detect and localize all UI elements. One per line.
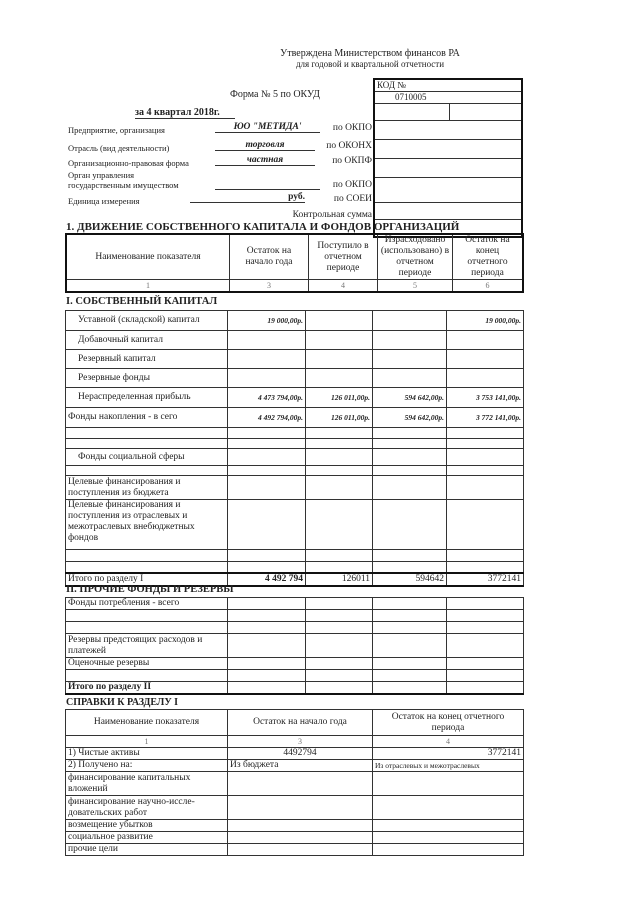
field-value: руб. [190, 192, 305, 203]
row-name: 2) Получено на: [66, 760, 228, 772]
row-name: Фонды потребления - всего [66, 598, 228, 610]
capital-table [65, 310, 524, 587]
cell: 126 011,00р. [306, 388, 373, 408]
okpo-code-cell[interactable] [374, 121, 522, 140]
section1-title: 1. ДВИЖЕНИЕ СОБСТВЕННОГО КАПИТАЛА И ФОНДОВ ОРГАНИЗАЦИЙ [66, 221, 460, 233]
table-row [66, 388, 524, 408]
report-period: за 4 квартал 2018г. [135, 107, 235, 119]
cell [306, 311, 373, 331]
row-name: возмещение убытков [66, 820, 228, 832]
field-code: по ОКПФ [332, 156, 372, 166]
cell: 3 753 141,00р. [447, 388, 524, 408]
cell: 4 473 794,00р. [228, 388, 306, 408]
row-name: Целевые финансирования и поступления из бюджета [66, 476, 228, 500]
row-name: Фонды накопления - в сего [66, 408, 228, 428]
cell: 594 642,00р. [373, 388, 447, 408]
table-row [66, 476, 524, 500]
cell: 3772141 [447, 573, 524, 586]
col-header: Наименование показателя [66, 234, 230, 280]
code-box [373, 78, 523, 238]
table-row [66, 311, 524, 331]
cell: 594 642,00р. [373, 408, 447, 428]
col-number: 4 [309, 280, 378, 293]
col-header: Остаток на начало года [228, 710, 373, 736]
okud-code: 0710005 [374, 92, 522, 104]
cell: 4492794 [228, 748, 373, 760]
table-row [66, 748, 524, 760]
table-row [66, 369, 524, 388]
col-header: Остаток на конец отчетного периода [373, 710, 524, 736]
field-label: Единица измерения [68, 196, 140, 206]
row-name: Уставной (складской) капитал [66, 311, 228, 331]
cell: Из отраслевых и межотраслевых [373, 760, 524, 772]
table-row [66, 598, 524, 610]
field-label: Предприятие, организация [68, 125, 165, 135]
table-row [66, 634, 524, 658]
table-row [66, 500, 524, 550]
approval-note [260, 48, 480, 69]
cell: 19 000,00р. [228, 311, 306, 331]
col-number: 1 [66, 736, 228, 748]
col-number: 1 [66, 280, 230, 293]
col-header: Поступило в отчетном периоде [309, 234, 378, 280]
col-header: Остаток на конец отчетного периода [453, 234, 524, 280]
row-name: Нераспределенная прибыль [66, 388, 228, 408]
row-name: Резервы предстоящих расходов и платежей [66, 634, 228, 658]
section1-header-table [65, 233, 524, 293]
table-row [66, 449, 524, 466]
table-row [66, 408, 524, 428]
col-number: 3 [228, 736, 373, 748]
okonh-code-cell[interactable] [374, 140, 522, 159]
form-title: Форма № 5 по ОКУД [230, 89, 320, 100]
row-name: Итого по разделу I [66, 573, 228, 586]
code-label: КОД № [374, 79, 522, 92]
cell: 4 492 794 [228, 573, 306, 586]
control-sum-label: Контрольная сумма [292, 210, 372, 220]
table-row [66, 772, 524, 796]
row-name: прочие цели [66, 844, 228, 856]
cell: 594642 [373, 573, 447, 586]
table-row [66, 760, 524, 772]
soei-code-cell[interactable] [374, 203, 522, 220]
row-name: 1) Чистые активы [66, 748, 228, 760]
col-number: 5 [378, 280, 453, 293]
table-row [66, 796, 524, 820]
cell [373, 311, 447, 331]
cell: 126 011,00р. [306, 408, 373, 428]
capital-title: I. СОБСТВЕННЫЙ КАПИТАЛ [66, 296, 218, 307]
field-code: по ОКПО [332, 123, 372, 133]
table-row [66, 658, 524, 670]
cell: Из бюджета [228, 760, 373, 772]
row-name: Добавочный капитал [66, 331, 228, 350]
field-label: Орган управления государственным имуществом [68, 170, 179, 190]
cell: 4 492 794,00р. [228, 408, 306, 428]
okpf-code-cell[interactable] [374, 159, 522, 178]
col-number: 4 [373, 736, 524, 748]
table-row [66, 832, 524, 844]
col-number: 6 [453, 280, 524, 293]
row-name: Целевые финансирования и поступления из отраслевых и межотраслевых внебюджетных фондов [66, 500, 228, 550]
cell: 126011 [306, 573, 373, 586]
table-row [66, 350, 524, 369]
cell: 3772141 [373, 748, 524, 760]
row-name: Итого по разделу II [66, 682, 228, 695]
col-number: 3 [230, 280, 309, 293]
col-header: Остаток на начало года [230, 234, 309, 280]
cell: 3 772 141,00р. [447, 408, 524, 428]
table-row [66, 844, 524, 856]
okpo2-code-cell[interactable] [374, 178, 522, 203]
field-value: торговля [215, 140, 315, 151]
row-name: финансирование научно-иссле-довательских работ [66, 796, 228, 820]
col-header: Израсходовано (использовано) в отчетном периоде [378, 234, 453, 280]
col-header: Наименование показателя [66, 710, 228, 736]
refs-table [65, 709, 524, 856]
field-code: по СОЕИ [333, 194, 372, 204]
total-row [66, 682, 524, 695]
table-row [66, 820, 524, 832]
section2-title: II. ПРОЧИЕ ФОНДЫ И РЕЗЕРВЫ [66, 584, 234, 595]
field-code: по ОКОНХ [326, 141, 372, 151]
row-name: Оценочные резервы [66, 658, 228, 670]
table-row [66, 331, 524, 350]
row-name: социальное развитие [66, 832, 228, 844]
field-value: ЮО "МЕТИДА' [215, 122, 320, 133]
row-name: Резервный капитал [66, 350, 228, 369]
row-name: Резервные фонды [66, 369, 228, 388]
row-name: финансирование капитальных вложений [66, 772, 228, 796]
field-value [215, 179, 320, 190]
refs-title: СПРАВКИ К РАЗДЕЛУ I [66, 697, 179, 708]
row-name: Фонды социальной сферы [66, 449, 228, 466]
cell: 19 000,00р. [447, 311, 524, 331]
section2-table [65, 597, 524, 695]
field-label: Организационно-правовая форма [68, 158, 189, 168]
field-value: частная [215, 155, 315, 166]
field-label: Отрасль (вид деятельности) [68, 143, 170, 153]
approval-line-2: для годовой и квартальной отчетности [295, 59, 445, 69]
field-code: по ОКПО [332, 180, 372, 190]
approval-line-1: Утверждена Министерством финансов РА [280, 48, 460, 59]
